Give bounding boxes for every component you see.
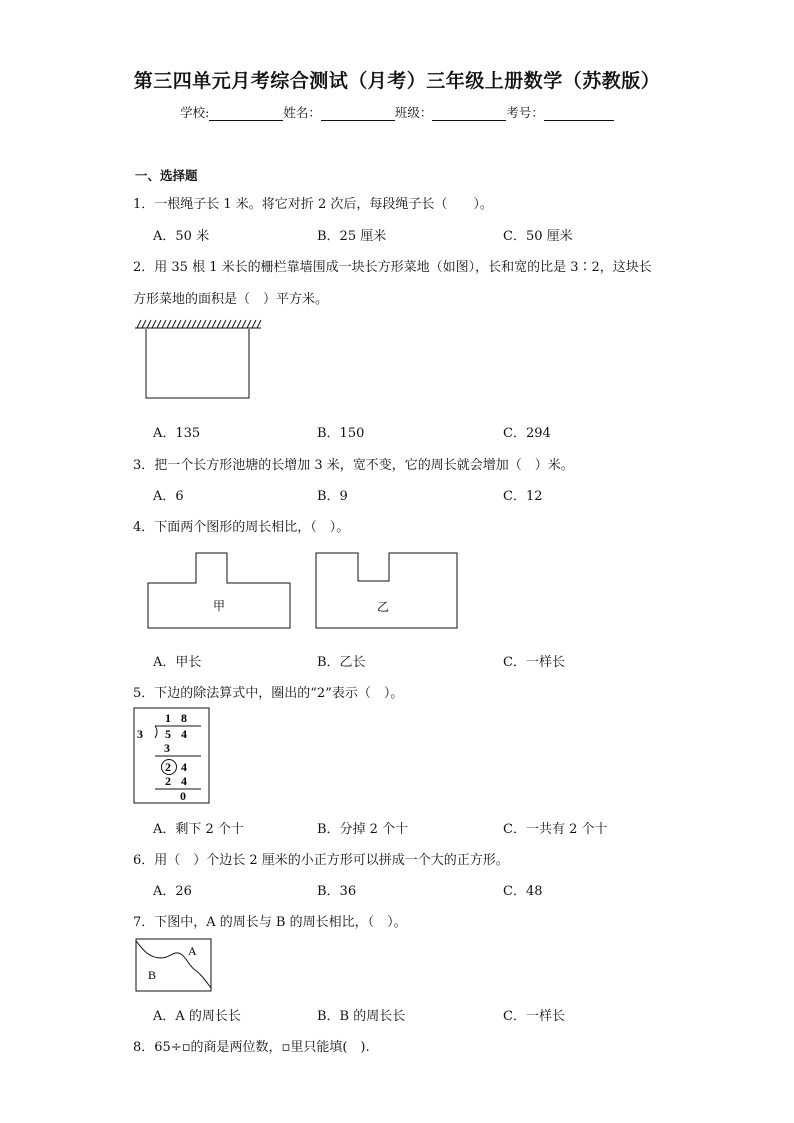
q4-option-b[interactable]: B．乙长 — [317, 655, 366, 670]
school-label: 学校: — [180, 105, 210, 120]
question-7: 7．下图中，A 的周长与 B 的周长相比，（ ）。 — [133, 915, 407, 930]
long-division-figure — [133, 707, 211, 805]
q1-option-a[interactable]: A．50 米 — [153, 229, 210, 244]
wall-hatching — [135, 320, 261, 328]
q2-option-c[interactable]: C．294 — [503, 426, 551, 441]
q7-option-b[interactable]: B．B 的周长长 — [317, 1009, 406, 1024]
q6-option-a[interactable]: A．26 — [153, 884, 192, 899]
curve-split-figure — [135, 938, 213, 994]
step-3-digit-1: 2 — [165, 774, 171, 788]
q6-option-c[interactable]: C．48 — [503, 884, 543, 899]
q4-option-c[interactable]: C．一样长 — [503, 655, 565, 670]
q7-option-a[interactable]: A．A 的周长长 — [153, 1009, 241, 1024]
q2-option-b[interactable]: B．150 — [317, 426, 365, 441]
question-4: 4．下面两个图形的周长相比，（ ）。 — [133, 520, 350, 535]
q1-option-c[interactable]: C．50 厘米 — [503, 229, 573, 244]
class-blank[interactable] — [432, 106, 506, 121]
question-2-line-2: 方形菜地的面积是（ ）平方米。 — [133, 292, 329, 307]
section-title: 一、选择题 — [135, 168, 198, 183]
q3-option-c[interactable]: C．12 — [503, 489, 543, 504]
quotient-digit-2: 8 — [181, 711, 187, 725]
id-blank[interactable] — [544, 106, 614, 121]
name-blank[interactable] — [321, 106, 395, 121]
step-1-product: 3 — [164, 741, 170, 755]
shape-jia-figure — [145, 550, 295, 632]
question-3: 3．把一个长方形池塘的长增加 3 米，宽不变，它的周长就会增加（ ）米。 — [133, 458, 574, 473]
region-b-label: B — [148, 968, 157, 982]
division-bracket — [155, 726, 157, 738]
q1-option-b[interactable]: B．25 厘米 — [317, 229, 387, 244]
question-8: 8．65÷▫的商是两位数，▫里只能填( ). — [133, 1040, 370, 1055]
divisor: 3 — [137, 727, 143, 741]
page-title: 第三四单元月考综合测试（月考）三年级上册数学（苏教版） — [133, 70, 661, 92]
q6-option-b[interactable]: B．36 — [317, 884, 357, 899]
q3-option-b[interactable]: B．9 — [317, 489, 348, 504]
fence-rectangle — [146, 329, 249, 398]
shape-jia-label: 甲 — [213, 599, 226, 613]
q5-option-b[interactable]: B．分掉 2 个十 — [317, 822, 409, 837]
remainder: 0 — [180, 789, 186, 803]
dividend-digit-2: 4 — [181, 727, 187, 741]
school-blank[interactable] — [209, 106, 283, 121]
step-3-digit-2: 4 — [181, 774, 187, 788]
question-1: 1．一根绳子长 1 米。将它对折 2 次后，每段绳子长（ ）。 — [133, 197, 493, 212]
question-6: 6．用（ ）个边长 2 厘米的小正方形可以拼成一个大的正方形。 — [133, 853, 509, 868]
quotient-digit-1: 1 — [165, 711, 171, 725]
name-label: 姓名： — [283, 105, 321, 120]
question-2-line-1: 2．用 35 根 1 米长的栅栏靠墙围成一块长方形菜地（如图），长和宽的比是 3∶2，这块长 — [133, 260, 652, 275]
class-label: 班级： — [394, 105, 433, 120]
question-5: 5．下边的除法算式中，圈出的“2”表示（ ）。 — [133, 686, 404, 701]
q5-option-a[interactable]: A．剩下 2 个十 — [153, 822, 244, 837]
id-label: 考号： — [506, 105, 544, 120]
shape-yi-label: 乙 — [377, 600, 390, 614]
q3-option-a[interactable]: A．6 — [153, 489, 184, 504]
q5-option-c[interactable]: C．一共有 2 个十 — [503, 822, 608, 837]
q4-option-a[interactable]: A．甲长 — [153, 655, 202, 670]
shape-yi-figure — [314, 550, 462, 632]
circled-digit: 2 — [165, 760, 171, 774]
region-a-label: A — [188, 944, 197, 958]
dividend-digit-1: 5 — [165, 727, 171, 741]
q2-option-a[interactable]: A．135 — [153, 426, 201, 441]
q7-option-c[interactable]: C．一样长 — [503, 1009, 565, 1024]
figure-frame — [136, 939, 211, 991]
fence-garden-figure — [135, 318, 265, 402]
student-info-line — [0, 103, 794, 121]
step-2-digit: 4 — [181, 760, 187, 774]
